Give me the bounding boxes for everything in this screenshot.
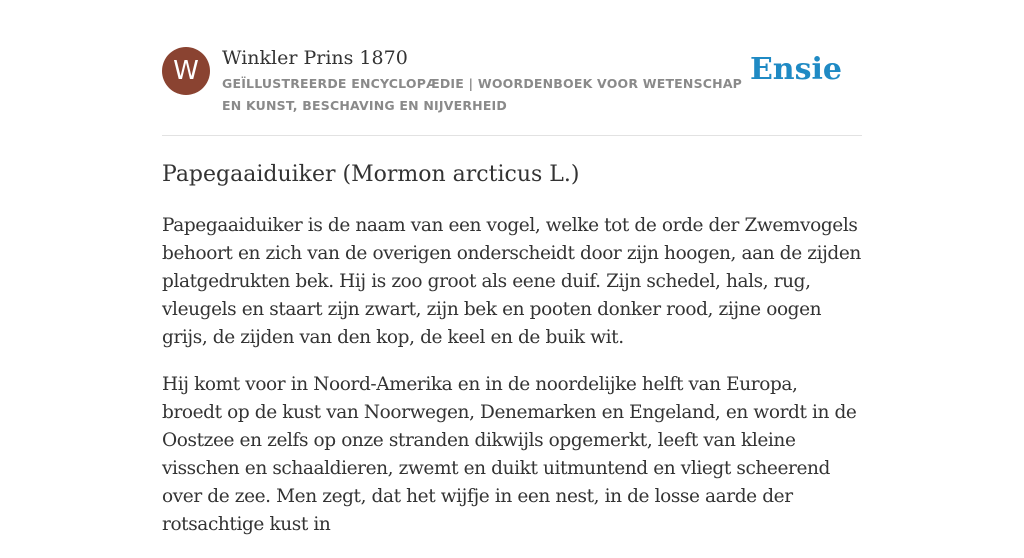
article-paragraph: Papegaaiduiker is de naam van een vogel, welke tot de orde der Zwemvogels behoort en zich van de overigen onderscheidt door zijn hoogen, aan de zijden platgedrukten bek. Hij is zoo groot als eene duif. Zijn schedel, hals, rug, vleugels en staart zijn zwart, zijn bek en pooten donker rood, zijne oogen grijs, de zijden van den kop, de keel en de buik wit. bbox=[162, 215, 861, 348]
ensie-logo[interactable]: Ensie bbox=[749, 52, 842, 87]
article-paragraph: Hij komt voor in Noord-Amerika en in de noordelijke helft van Europa, broedt op de kust van Noorwegen, Denemarken en Engeland, en wordt in de Oostzee en zelfs op onze stranden dikwijls opgemerkt, leeft van kleine visschen en schaaldieren, zwemt en duikt uitmuntend en vliegt scheerend over de zee. Men zegt, dat het wijfje in een nest, in de losse aarde der rotsachtige kust in bbox=[162, 374, 857, 535]
source-subtitle: GEÏLLUSTREERDE ENCYCLOPÆDIE | WOORDENBOEK VOOR WETENSCHAP EN KUNST, BESCHAVING EN NIJVERHEID bbox=[222, 76, 743, 113]
source-avatar[interactable]: W bbox=[162, 47, 210, 95]
article-body bbox=[162, 212, 862, 558]
source-title[interactable]: Winkler Prins 1870 bbox=[222, 47, 408, 69]
source-header bbox=[162, 46, 862, 116]
header-divider bbox=[162, 135, 862, 136]
article-title: Papegaaiduiker (Mormon arcticus L.) bbox=[162, 162, 580, 187]
